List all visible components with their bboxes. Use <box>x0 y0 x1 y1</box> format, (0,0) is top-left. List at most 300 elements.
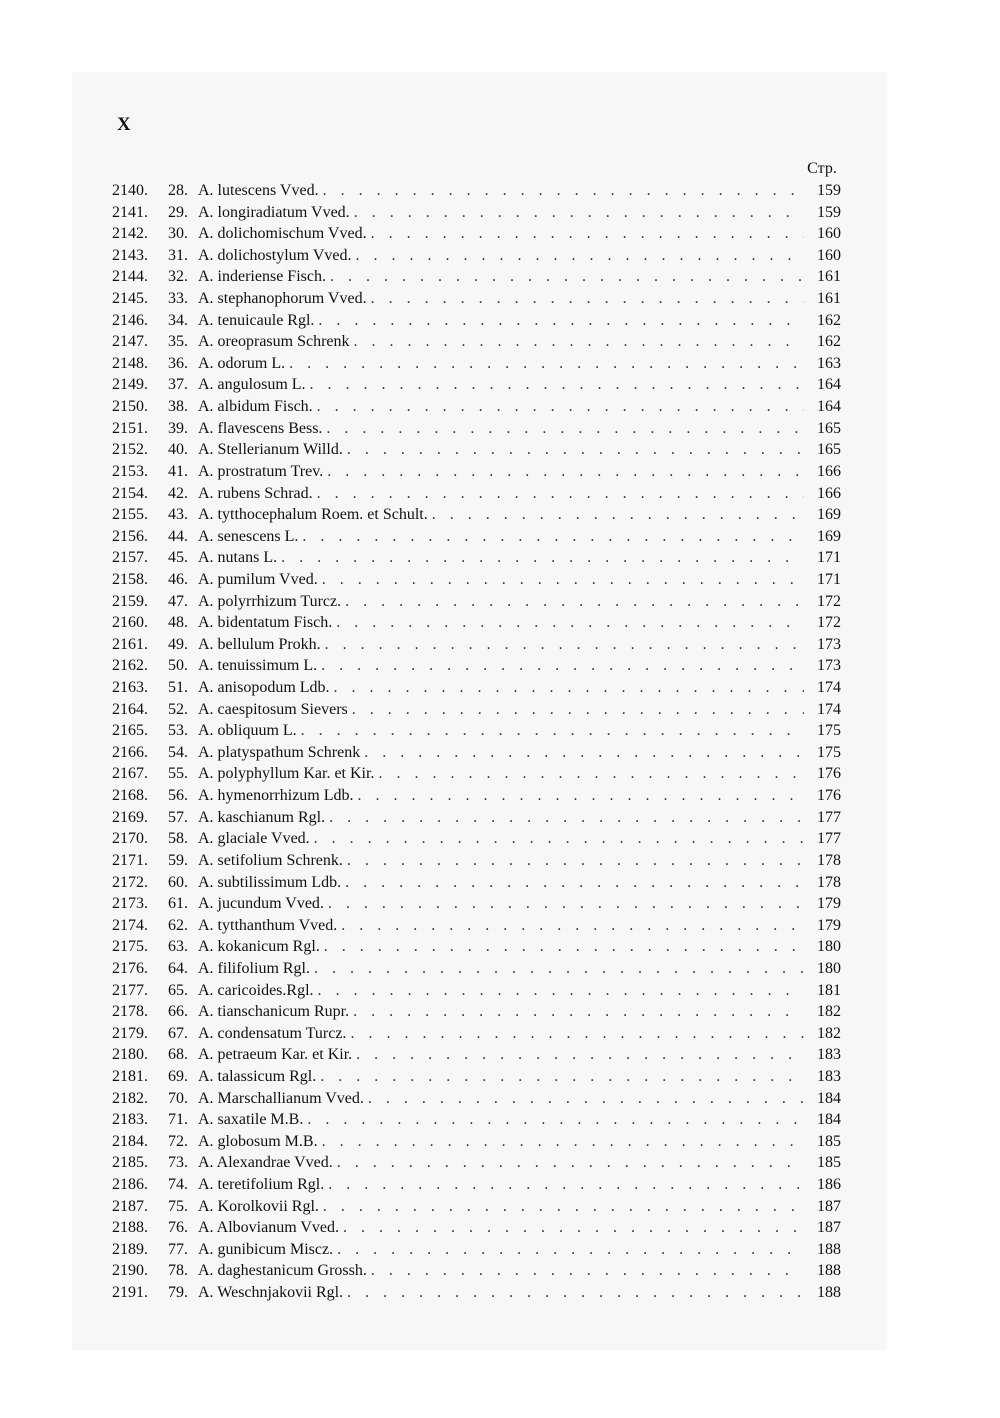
entry-page: 163 <box>817 354 841 372</box>
entry-index: 34. <box>168 311 188 329</box>
dot-leader <box>368 1088 804 1110</box>
toc-entry <box>112 872 854 894</box>
entry-number: 2185. <box>112 1154 148 1172</box>
entry-title: A. Korolkovii Rgl. <box>198 1197 319 1215</box>
entry-page: 188 <box>817 1240 841 1258</box>
entry-title: A. petraeum Kar. et Kir. <box>198 1046 353 1064</box>
dot-leader <box>345 591 804 613</box>
entry-title: A. saxatile M.B. <box>198 1111 304 1129</box>
entry-title: A. Alexandrae Vved. <box>198 1154 333 1172</box>
entry-number: 2151. <box>112 419 148 437</box>
toc-entry <box>112 980 854 1002</box>
entry-page: 159 <box>817 182 841 199</box>
entry-title: A. teretifolium Rgl. <box>198 1176 325 1194</box>
entry-number: 2190. <box>112 1262 148 1280</box>
entry-index: 79. <box>168 1284 188 1302</box>
entry-page: 182 <box>817 1024 841 1042</box>
entry-title: A. Weschnjakovii Rgl. <box>198 1284 344 1302</box>
toc-entry <box>112 958 854 980</box>
entry-title: A. tianschanicum Rupr. <box>198 1003 350 1021</box>
entry-index: 43. <box>168 506 188 524</box>
toc-entry <box>112 353 854 375</box>
entry-number: 2171. <box>112 851 148 869</box>
entry-page: 164 <box>817 376 841 394</box>
entry-page: 160 <box>817 225 841 243</box>
toc-entry <box>112 785 854 807</box>
entry-page: 166 <box>817 484 841 502</box>
toc-entry <box>112 591 854 613</box>
toc-entry <box>112 288 854 310</box>
toc-entry <box>112 374 854 396</box>
page-number: X <box>117 114 131 135</box>
entry-index: 73. <box>168 1154 188 1172</box>
dot-leader <box>328 893 804 915</box>
toc-entry <box>112 396 854 418</box>
entry-title: A. jucundum Vved. <box>198 895 324 913</box>
entry-title: A. rubens Schrad. <box>198 484 313 502</box>
toc-entry <box>112 1023 854 1045</box>
entry-page: 174 <box>817 700 841 718</box>
entry-title: A. kokanicum Rgl. <box>198 938 320 956</box>
dot-leader <box>301 720 804 742</box>
dot-leader <box>317 483 804 505</box>
dot-leader <box>310 374 804 396</box>
entry-number: 2163. <box>112 679 148 697</box>
entry-page: 182 <box>817 1003 841 1021</box>
entry-page: 187 <box>817 1219 841 1237</box>
toc-entry <box>112 1174 854 1196</box>
dot-leader <box>378 763 804 785</box>
entry-number: 2141. <box>112 203 148 221</box>
entry-index: 42. <box>168 484 188 502</box>
page-column-header: Стр. <box>807 160 837 177</box>
entry-title: A. condensatum Turcz. <box>198 1024 347 1042</box>
entry-index: 60. <box>168 873 188 891</box>
toc-entry <box>112 1260 854 1282</box>
entry-number: 2146. <box>112 311 148 329</box>
dot-leader <box>347 1282 804 1304</box>
entry-number: 2153. <box>112 462 148 480</box>
toc-entry <box>112 504 854 526</box>
entry-page: 188 <box>817 1284 841 1302</box>
toc-entry <box>112 266 854 288</box>
entry-title: A. polyphyllum Kar. et Kir. <box>198 765 375 783</box>
dot-leader <box>350 1023 804 1045</box>
entry-number: 2164. <box>112 700 148 718</box>
entry-title: A. platyspathum Schrenk <box>198 743 361 761</box>
dot-leader <box>323 180 804 202</box>
table-of-contents <box>112 180 854 1304</box>
entry-index: 63. <box>168 938 188 956</box>
entry-title: A. tytthocephalum Roem. et Schult. <box>198 506 428 524</box>
entry-title: A. subtilissimum Ldb. <box>198 873 342 891</box>
entry-title: A. talassicum Rgl. <box>198 1067 317 1085</box>
dot-leader <box>321 655 804 677</box>
toc-entry <box>112 655 854 677</box>
entry-page: 176 <box>817 787 841 805</box>
entry-index: 53. <box>168 722 188 740</box>
entry-number: 2191. <box>112 1284 148 1302</box>
entry-title: A. anisopodum Ldb. <box>198 679 330 697</box>
toc-entry <box>112 1239 854 1261</box>
dot-leader <box>318 980 804 1002</box>
entry-page: 166 <box>817 462 841 480</box>
entry-page: 162 <box>817 333 841 351</box>
entry-title: A. odorum L. <box>198 354 286 372</box>
entry-number: 2166. <box>112 743 148 761</box>
dot-leader <box>334 677 804 699</box>
entry-index: 76. <box>168 1219 188 1237</box>
entry-number: 2142. <box>112 225 148 243</box>
dot-leader <box>328 1174 804 1196</box>
entry-page: 187 <box>817 1197 841 1215</box>
toc-entry <box>112 1044 854 1066</box>
entry-number: 2159. <box>112 592 148 610</box>
entry-index: 56. <box>168 787 188 805</box>
dot-leader <box>358 785 804 807</box>
entry-index: 75. <box>168 1197 188 1215</box>
entry-page: 173 <box>817 657 841 675</box>
dot-leader <box>347 850 804 872</box>
dot-leader <box>289 353 804 375</box>
entry-index: 77. <box>168 1240 188 1258</box>
toc-entry <box>112 763 854 785</box>
entry-number: 2150. <box>112 398 148 416</box>
toc-entry <box>112 915 854 937</box>
entry-number: 2174. <box>112 916 148 934</box>
entry-index: 29. <box>168 203 188 221</box>
entry-page: 169 <box>817 527 841 545</box>
toc-entry <box>112 936 854 958</box>
entry-index: 50. <box>168 657 188 675</box>
dot-leader <box>322 1131 804 1153</box>
toc-entry <box>112 1109 854 1131</box>
entry-index: 69. <box>168 1067 188 1085</box>
toc-entry <box>112 418 854 440</box>
entry-number: 2148. <box>112 354 148 372</box>
entry-index: 41. <box>168 462 188 480</box>
entry-number: 2178. <box>112 1003 148 1021</box>
entry-page: 169 <box>817 506 841 524</box>
entry-index: 78. <box>168 1262 188 1280</box>
entry-index: 70. <box>168 1089 188 1107</box>
entry-number: 2156. <box>112 527 148 545</box>
toc-entry <box>112 893 854 915</box>
entry-number: 2140. <box>112 182 148 199</box>
entry-number: 2144. <box>112 268 148 286</box>
entry-title: A. oreoprasum Schrenk <box>198 333 350 351</box>
entry-index: 67. <box>168 1024 188 1042</box>
entry-page: 160 <box>817 246 841 264</box>
dot-leader <box>336 612 804 634</box>
entry-index: 68. <box>168 1046 188 1064</box>
entry-title: A. hymenorrhizum Ldb. <box>198 787 354 805</box>
entry-number: 2175. <box>112 938 148 956</box>
toc-entry <box>112 1217 854 1239</box>
dot-leader <box>355 245 804 267</box>
toc-entry <box>112 245 854 267</box>
entry-title: A. pumilum Vved. <box>198 570 318 588</box>
entry-index: 31. <box>168 246 188 264</box>
entry-index: 39. <box>168 419 188 437</box>
entry-number: 2172. <box>112 873 148 891</box>
toc-entry <box>112 180 854 202</box>
entry-number: 2173. <box>112 895 148 913</box>
entry-number: 2182. <box>112 1089 148 1107</box>
dot-leader <box>364 742 804 764</box>
toc-entry <box>112 699 854 721</box>
entry-number: 2181. <box>112 1067 148 1085</box>
entry-title: A. longiradiatum Vved. <box>198 203 350 221</box>
toc-entry <box>112 1001 854 1023</box>
toc-entry <box>112 526 854 548</box>
entry-number: 2158. <box>112 570 148 588</box>
entry-page: 185 <box>817 1132 841 1150</box>
entry-page: 165 <box>817 419 841 437</box>
toc-entry <box>112 742 854 764</box>
entry-index: 36. <box>168 354 188 372</box>
entry-page: 165 <box>817 441 841 459</box>
toc-entry <box>112 720 854 742</box>
entry-page: 174 <box>817 679 841 697</box>
entry-index: 66. <box>168 1003 188 1021</box>
toc-entry <box>112 310 854 332</box>
entry-page: 175 <box>817 743 841 761</box>
entry-title: A. tytthanthum Vved. <box>198 916 338 934</box>
entry-number: 2160. <box>112 614 148 632</box>
toc-entry <box>112 483 854 505</box>
dot-leader <box>323 1196 804 1218</box>
entry-index: 44. <box>168 527 188 545</box>
entry-index: 40. <box>168 441 188 459</box>
entry-title: A. senescens L. <box>198 527 299 545</box>
entry-page: 171 <box>817 570 841 588</box>
entry-page: 171 <box>817 549 841 567</box>
entry-title: A. tenuicaule Rgl. <box>198 311 315 329</box>
entry-title: A. caespitosum Sievers <box>198 700 348 718</box>
entry-page: 172 <box>817 592 841 610</box>
entry-title: A. albidum Fisch. <box>198 398 313 416</box>
entry-title: A. kaschianum Rgl. <box>198 808 326 826</box>
dot-leader <box>352 699 804 721</box>
entry-number: 2161. <box>112 635 148 653</box>
entry-page: 180 <box>817 959 841 977</box>
entry-page: 184 <box>817 1089 841 1107</box>
dot-leader <box>354 202 804 224</box>
entry-number: 2188. <box>112 1219 148 1237</box>
entry-number: 2183. <box>112 1111 148 1129</box>
entry-title: A. angulosum L. <box>198 376 306 394</box>
entry-title: A. caricoides.Rgl. <box>198 981 314 999</box>
entry-page: 188 <box>817 1262 841 1280</box>
entry-page: 183 <box>817 1067 841 1085</box>
entry-index: 64. <box>168 959 188 977</box>
entry-index: 48. <box>168 614 188 632</box>
entry-number: 2165. <box>112 722 148 740</box>
entry-index: 30. <box>168 225 188 243</box>
entry-page: 176 <box>817 765 841 783</box>
entry-index: 35. <box>168 333 188 351</box>
entry-page: 161 <box>817 268 841 286</box>
dot-leader <box>371 288 804 310</box>
entry-title: A. Marschallianum Vved. <box>198 1089 364 1107</box>
entry-index: 57. <box>168 808 188 826</box>
dot-leader <box>327 461 804 483</box>
dot-leader <box>345 872 804 894</box>
dot-leader <box>325 634 804 656</box>
dot-leader <box>318 310 804 332</box>
toc-entry <box>112 828 854 850</box>
entry-page: 164 <box>817 398 841 416</box>
entry-title: A. polyrrhizum Turcz. <box>198 592 342 610</box>
dot-leader <box>337 1239 804 1261</box>
toc-entry <box>112 202 854 224</box>
entry-page: 177 <box>817 808 841 826</box>
dot-leader <box>371 1260 804 1282</box>
entry-page: 178 <box>817 851 841 869</box>
toc-entry <box>112 461 854 483</box>
dot-leader <box>354 331 804 353</box>
dot-leader <box>281 547 804 569</box>
dot-leader <box>356 1044 804 1066</box>
dot-leader <box>353 1001 804 1023</box>
dot-leader <box>341 915 804 937</box>
toc-entry <box>112 1282 854 1304</box>
entry-number: 2177. <box>112 981 148 999</box>
entry-index: 54. <box>168 743 188 761</box>
toc-entry <box>112 1196 854 1218</box>
entry-index: 51. <box>168 679 188 697</box>
toc-entry <box>112 807 854 829</box>
entry-title: A. setifolium Schrenk. <box>198 851 343 869</box>
entry-page: 175 <box>817 722 841 740</box>
entry-number: 2154. <box>112 484 148 502</box>
entry-number: 2179. <box>112 1024 148 1042</box>
entry-title: A. filifolium Rgl. <box>198 959 310 977</box>
entry-number: 2168. <box>112 787 148 805</box>
entry-number: 2189. <box>112 1240 148 1258</box>
entry-page: 185 <box>817 1154 841 1172</box>
entry-page: 179 <box>817 916 841 934</box>
toc-entry <box>112 439 854 461</box>
entry-title: A. dolichostylum Vved. <box>198 246 352 264</box>
entry-number: 2186. <box>112 1176 148 1194</box>
entry-title: A. lutescens Vved. <box>198 182 319 199</box>
dot-leader <box>329 807 804 829</box>
entry-index: 32. <box>168 268 188 286</box>
entry-index: 72. <box>168 1132 188 1150</box>
entry-title: A. dolichomischum Vved. <box>198 225 367 243</box>
entry-title: A. bellulum Prokh. <box>198 635 321 653</box>
dot-leader <box>307 1109 804 1131</box>
entry-number: 2162. <box>112 657 148 675</box>
toc-entry <box>112 1131 854 1153</box>
entry-page: 159 <box>817 203 841 221</box>
toc-entry <box>112 223 854 245</box>
entry-page: 181 <box>817 981 841 999</box>
entry-number: 2152. <box>112 441 148 459</box>
entry-index: 38. <box>168 398 188 416</box>
entry-index: 61. <box>168 895 188 913</box>
entry-number: 2149. <box>112 376 148 394</box>
entry-number: 2170. <box>112 830 148 848</box>
entry-title: A. glaciale Vved. <box>198 830 310 848</box>
entry-title: A. tenuissimum L. <box>198 657 318 675</box>
toc-entry <box>112 677 854 699</box>
toc-entry <box>112 850 854 872</box>
entry-page: 178 <box>817 873 841 891</box>
dot-leader <box>337 1152 804 1174</box>
entry-index: 37. <box>168 376 188 394</box>
entry-number: 2167. <box>112 765 148 783</box>
entry-title: A. inderiense Fisch. <box>198 268 326 286</box>
entry-title: A. bidentatum Fisch. <box>198 614 333 632</box>
entry-number: 2187. <box>112 1197 148 1215</box>
entry-page: 161 <box>817 290 841 308</box>
entry-index: 74. <box>168 1176 188 1194</box>
entry-index: 59. <box>168 851 188 869</box>
entry-index: 71. <box>168 1111 188 1129</box>
entry-number: 2176. <box>112 959 148 977</box>
entry-index: 33. <box>168 290 188 308</box>
dot-leader <box>317 396 804 418</box>
dot-leader <box>432 504 804 526</box>
entry-index: 49. <box>168 635 188 653</box>
entry-number: 2145. <box>112 290 148 308</box>
entry-title: A. prostratum Trev. <box>198 462 324 480</box>
toc-entry <box>112 331 854 353</box>
toc-entry <box>112 612 854 634</box>
entry-page: 173 <box>817 635 841 653</box>
dot-leader <box>343 1217 804 1239</box>
entry-page: 162 <box>817 311 841 329</box>
entry-title: A. Stellerianum Willd. <box>198 441 343 459</box>
dot-leader <box>371 223 804 245</box>
entry-index: 46. <box>168 570 188 588</box>
entry-title: A. stephanophorum Vved. <box>198 290 367 308</box>
dot-leader <box>322 569 804 591</box>
entry-index: 47. <box>168 592 188 610</box>
entry-title: A. nutans L. <box>198 549 278 567</box>
dot-leader <box>314 958 804 980</box>
entry-number: 2184. <box>112 1132 148 1150</box>
toc-entry <box>112 1066 854 1088</box>
entry-index: 28. <box>168 182 188 199</box>
dot-leader <box>302 526 804 548</box>
dot-leader <box>314 828 804 850</box>
entry-index: 45. <box>168 549 188 567</box>
entry-index: 62. <box>168 916 188 934</box>
entry-page: 179 <box>817 895 841 913</box>
entry-page: 186 <box>817 1176 841 1194</box>
entry-number: 2155. <box>112 506 148 524</box>
entry-page: 177 <box>817 830 841 848</box>
entry-title: A. daghestanicum Grossh. <box>198 1262 367 1280</box>
entry-page: 172 <box>817 614 841 632</box>
entry-number: 2169. <box>112 808 148 826</box>
entry-number: 2180. <box>112 1046 148 1064</box>
toc-entry <box>112 1088 854 1110</box>
entry-title: A. gunibicum Miscz. <box>198 1240 334 1258</box>
dot-leader <box>324 936 804 958</box>
entry-number: 2157. <box>112 549 148 567</box>
entry-number: 2147. <box>112 333 148 351</box>
toc-entry <box>112 547 854 569</box>
dot-leader <box>320 1066 804 1088</box>
toc-entry <box>112 569 854 591</box>
entry-title: A. flavescens Bess. <box>198 419 323 437</box>
toc-entry <box>112 634 854 656</box>
